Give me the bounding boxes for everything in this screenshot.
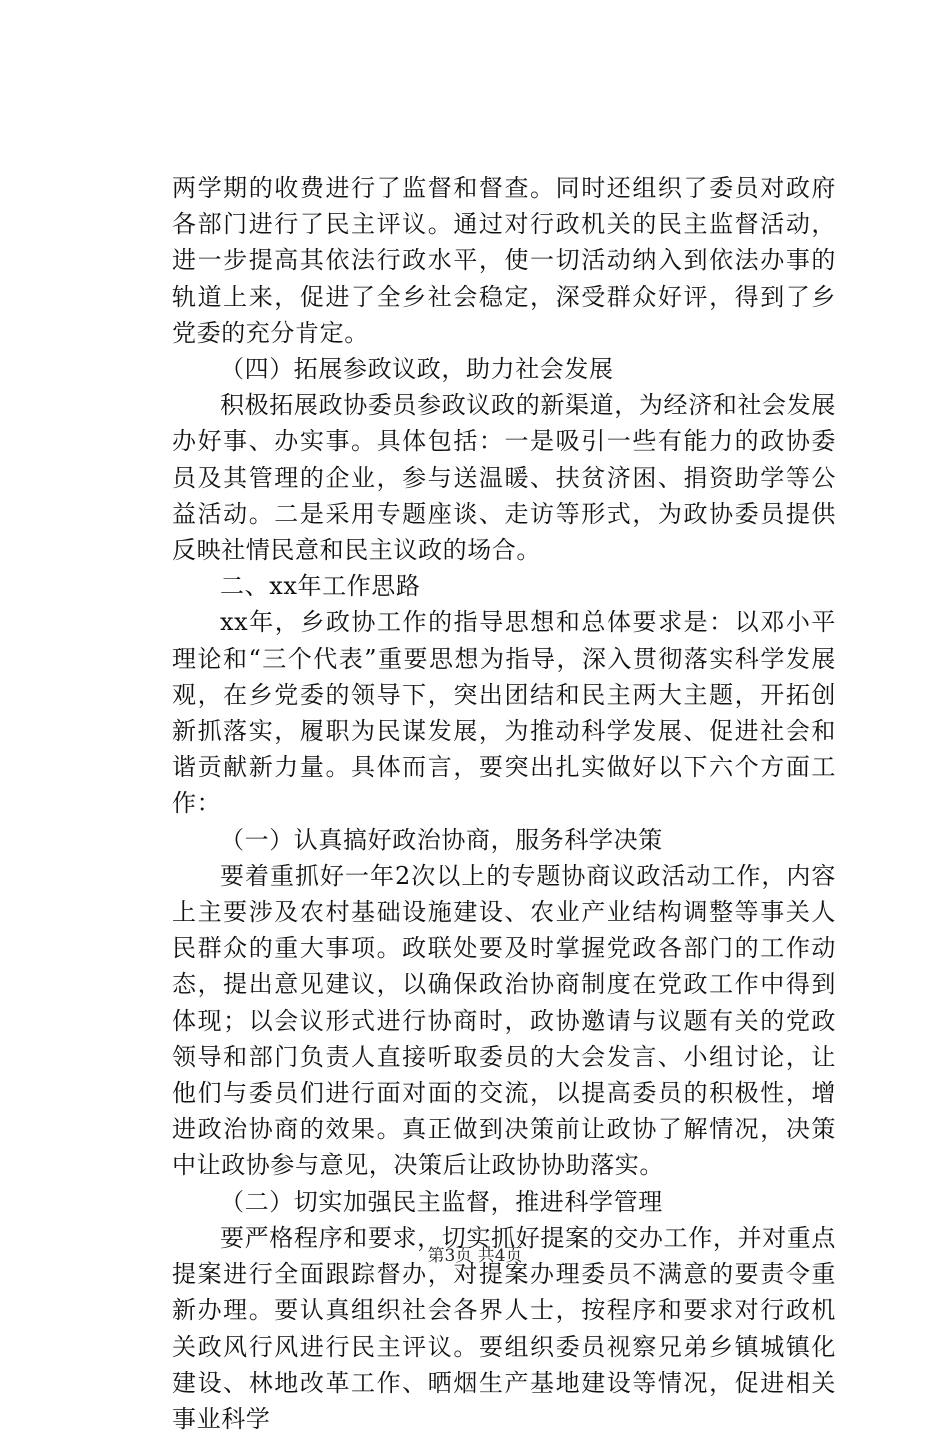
section-heading: （一）认真搞好政治协商，服务科学决策 <box>220 825 663 854</box>
paragraph: 积极拓展政协委员参政议政的新渠道，为经济和社会发展办好事、办实事。具体包括：一是吸引一些有能力的政协委员及其管理的企业，参与送温暖、扶贫济困、捐资助学等公益活动。二是采用专题座谈、走访等形式，为政协委员提供反映社情民意和民主议政的场合。 <box>172 391 836 565</box>
section-heading: （四）拓展参政议政，助力社会发展 <box>220 355 614 384</box>
section-heading: 二、xx年工作思路 <box>220 572 421 601</box>
paragraph: xx年，乡政协工作的指导思想和总体要求是：以邓小平理论和“三个代表”重要思想为指导，深入贯彻落实科学发展观，在乡党委的领导下，突出团结和民主两大主题，开拓创新抓落实，履职为民谋发展，为推动科学发展、促进社会和谐贡献新力量。具体而言，要突出扎实做好以下六个方面工作： <box>172 608 836 818</box>
paragraph: 两学期的收费进行了监督和督查。同时还组织了委员对政府各部门进行了民主评议。通过对行政机关的民主监督活动，进一步提高其依法行政水平，使一切活动纳入到依法办事的轨道上来，促进了全乡社会稳定，深受群众好评，得到了乡党委的充分肯定。 <box>172 174 836 347</box>
paragraph: 要着重抓好一年2次以上的专题协商议政活动工作，内容上主要涉及农村基础设施建设、农业产业结构调整等事关人民群众的重大事项。政联处要及时掌握党政各部门的工作动态，提出意见建议，以确保政治协商制度在党政工作中得到体现；以会议形式进行协商时，政协邀请与议题有关的党政领导和部门负责人直接听取委员的大会发言、小组讨论，让他们与委员们进行面对面的交流，以提高委员的积极性，增进政治协商的效果。真正做到决策前让政协了解情况，决策中让政协参与意见，决策后让政协协助落实。 <box>172 861 836 1180</box>
section-heading: （二）切实加强民主监督，推进科学管理 <box>220 1187 663 1216</box>
page-number: 第3页 共4页 <box>427 1246 523 1266</box>
paragraph: 要严格程序和要求，切实抓好提案的交办工作，并对重点提案进行全面跟踪督办，对提案办理委员不满意的要责令重新办理。要认真组织社会各界人士，按程序和要求对行政机关政风行风进行民主评议。要组织委员视察兄弟乡镇城镇化建设、林地改革工作、晒烟生产基地建设等情况，促进相关事业科学 <box>172 1223 836 1433</box>
